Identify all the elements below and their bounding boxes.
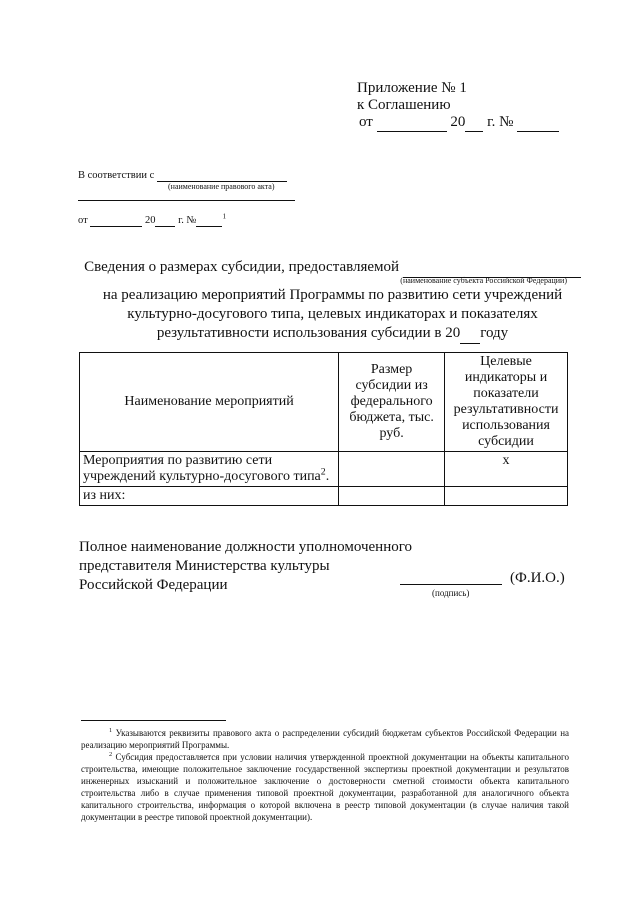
appendix-number-label: г. № bbox=[487, 114, 514, 130]
subject-blank bbox=[403, 258, 581, 278]
header-activities: Наименование мероприятий bbox=[80, 353, 339, 452]
header-subsidy-size: Размер субсидии из федерального бюджета, тыс. руб. bbox=[339, 353, 445, 452]
legal-act-date-line bbox=[78, 211, 227, 227]
heading-line-2: на реализацию мероприятий Программы по развитию сети учреждений bbox=[102, 287, 563, 303]
signature-line bbox=[400, 584, 502, 585]
legal-act-from-label: от bbox=[78, 215, 88, 226]
appendix-date-blank bbox=[377, 114, 447, 132]
heading-line-4 bbox=[60, 324, 605, 344]
heading-line-1 bbox=[60, 258, 605, 278]
fio-label: (Ф.И.О.) bbox=[510, 570, 565, 586]
activity-name: Мероприятия по развитию сети учреждений культурно-досугового типа bbox=[83, 453, 321, 484]
heading-line-1-text: Сведения о размерах субсидии, предоставляемой bbox=[84, 259, 400, 275]
signature-line-1: Полное наименование должности уполномоченного bbox=[79, 539, 413, 555]
footnotes bbox=[81, 727, 569, 823]
appendix-date-line bbox=[357, 114, 559, 132]
table-header-row bbox=[80, 353, 568, 452]
footnote-1-text: Указываются реквизиты правового акта о распределении субсидий бюджетам субъектов Российской Федерации на реализацию мероприятий Программы. bbox=[81, 728, 569, 750]
appendix-year-blank bbox=[465, 114, 483, 132]
activity-name-period: . bbox=[325, 469, 330, 484]
subject-hint: (наименование субъекта Российской Федерации) bbox=[400, 276, 567, 285]
appendix-title: Приложение № 1 bbox=[357, 80, 467, 96]
table-cell-empty bbox=[339, 487, 445, 506]
legal-act-label: В соответствии с bbox=[78, 170, 155, 181]
footnote-2-text: Субсидия предоставляется при условии наличия утвержденной проектной документации на объекты капитального строительства, имеющие положительное заключение государственной экспертизы проектной документации и результатов инженерных изысканий и положительное заключение о достоверности сметной стоимости объекта капитального строительства либо в случае применения типовой проектной документации, разработанной для аналогичного объекта капитального строительства, информация о которой включена в реестр типовой документации (в случае наличия такой документации в реестре типовой проектной документации). bbox=[81, 752, 570, 822]
table-cell-subheading: из них: bbox=[80, 487, 339, 506]
legal-act-number-blank bbox=[196, 215, 222, 227]
heading-line-3: культурно-досугового типа, целевых индикаторах и показателях bbox=[127, 306, 538, 322]
footnote-ref-1: 1 bbox=[222, 211, 227, 221]
footnote-2 bbox=[81, 751, 569, 823]
footnote-2-ref: 2 bbox=[109, 751, 113, 758]
signature-hint: (подпись) bbox=[432, 588, 470, 598]
signature-line-2: представителя Министерства культуры bbox=[79, 558, 330, 574]
legal-act-hint: (наименование правового акта) bbox=[168, 182, 275, 191]
legal-act-date-blank bbox=[90, 215, 142, 227]
legal-act-year-blank bbox=[155, 215, 175, 227]
signature-line-3: Российской Федерации bbox=[79, 577, 228, 593]
footnote-1 bbox=[81, 727, 569, 751]
legal-act-line bbox=[78, 170, 287, 182]
appendix-agreement: к Соглашению bbox=[357, 97, 451, 113]
table-row bbox=[80, 487, 568, 506]
heading-line-4-text: результативности использования субсидии в 20 bbox=[156, 325, 461, 341]
footnote-1-ref: 1 bbox=[109, 727, 113, 734]
heading-line-4-year-word: году bbox=[480, 325, 509, 341]
document-heading bbox=[60, 258, 605, 344]
legal-act-year: 20 bbox=[144, 215, 156, 226]
subsidy-table bbox=[79, 352, 568, 506]
appendix-number-blank bbox=[517, 114, 559, 132]
table-cell-activity bbox=[80, 452, 339, 487]
legal-act-second-line bbox=[78, 200, 295, 201]
table-cell-mark: х bbox=[445, 452, 568, 487]
table-cell-empty bbox=[445, 487, 568, 506]
legal-act-blank bbox=[157, 170, 287, 182]
heading-year-blank bbox=[460, 324, 480, 344]
appendix-block bbox=[357, 80, 559, 132]
table-cell-subsidy bbox=[339, 452, 445, 487]
table-row bbox=[80, 452, 568, 487]
signature-block bbox=[79, 538, 412, 595]
legal-act-number-label: г. № bbox=[178, 215, 197, 226]
footnote-separator bbox=[81, 720, 226, 721]
appendix-from-label: от bbox=[359, 114, 373, 130]
footnote-ref-2: 2 bbox=[320, 466, 326, 478]
header-indicators: Целевые индикаторы и показатели результативности использования субсидии bbox=[445, 353, 568, 452]
appendix-year: 20 bbox=[450, 114, 466, 130]
